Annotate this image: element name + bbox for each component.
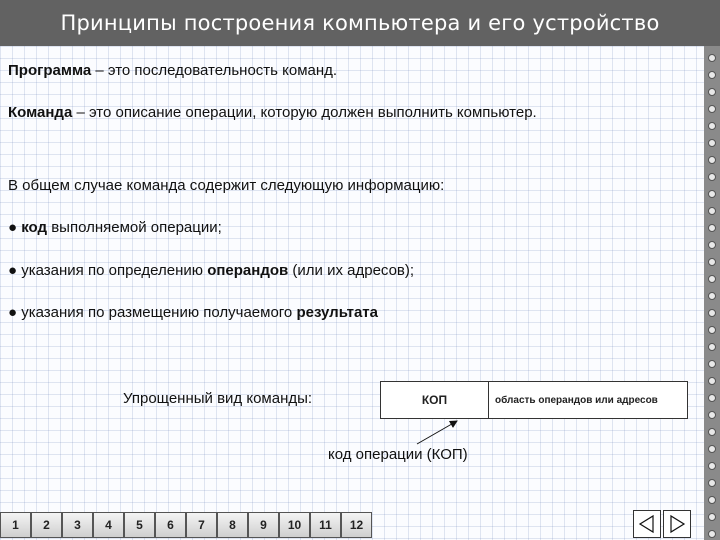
page-button-11[interactable]: 11 <box>310 512 341 538</box>
triangle-right-icon <box>667 514 687 534</box>
bullet-operands-pre: указания по определению <box>21 262 208 279</box>
page-button-9[interactable]: 9 <box>248 512 279 538</box>
bullet-marker: ● <box>8 304 18 321</box>
page-title: Принципы построения компьютера и его устройство <box>60 11 660 35</box>
command-diagram-label: Упрощенный вид команды: <box>123 390 313 407</box>
bullet-opcode-text: выполняемой операции; <box>47 219 222 236</box>
definition-command <box>8 104 537 121</box>
binder-holes <box>704 46 720 540</box>
page-button-3[interactable]: 3 <box>62 512 93 538</box>
bullet-operands-bold: операндов <box>207 262 289 279</box>
page-navigation <box>0 512 372 540</box>
triangle-left-icon <box>637 514 657 534</box>
opcode-cell: КОП <box>381 382 489 418</box>
command-info-intro: В общем случае команда содержит следующую информацию: <box>8 177 445 194</box>
page-button-2[interactable]: 2 <box>31 512 62 538</box>
page-button-4[interactable]: 4 <box>93 512 124 538</box>
operands-cell: область операндов или адресов <box>495 394 658 406</box>
opcode-caption: код операции (КОП) <box>328 446 468 463</box>
definition-program <box>8 62 337 79</box>
bullet-marker: ● <box>8 262 18 279</box>
bullet-operands-text: (или их адресов); <box>288 262 415 279</box>
bullet-opcode-bold: код <box>21 219 48 236</box>
bullet-opcode <box>8 219 222 236</box>
page-button-10[interactable]: 10 <box>279 512 310 538</box>
page-button-1[interactable]: 1 <box>0 512 31 538</box>
page-button-6[interactable]: 6 <box>155 512 186 538</box>
page-button-5[interactable]: 5 <box>124 512 155 538</box>
page-button-7[interactable]: 7 <box>186 512 217 538</box>
slide-arrows <box>633 510 691 538</box>
bullet-result-pre: указания по размещению получаемого <box>21 304 297 321</box>
bullet-result-bold: результата <box>296 304 378 321</box>
bullet-marker: ● <box>8 219 18 236</box>
bullet-result <box>8 304 378 321</box>
previous-slide-button[interactable] <box>633 510 661 538</box>
definition-program-text: – это последовательность команд. <box>91 62 338 79</box>
command-format-box <box>380 381 688 419</box>
term-command: Команда <box>8 104 73 121</box>
title-bar <box>0 0 720 46</box>
definition-command-text: – это описание операции, которую должен выполнить компьютер. <box>72 104 537 121</box>
page-button-12[interactable]: 12 <box>341 512 372 538</box>
page-button-8[interactable]: 8 <box>217 512 248 538</box>
term-program: Программа <box>8 62 92 79</box>
bullet-operands <box>8 262 414 279</box>
next-slide-button[interactable] <box>663 510 691 538</box>
